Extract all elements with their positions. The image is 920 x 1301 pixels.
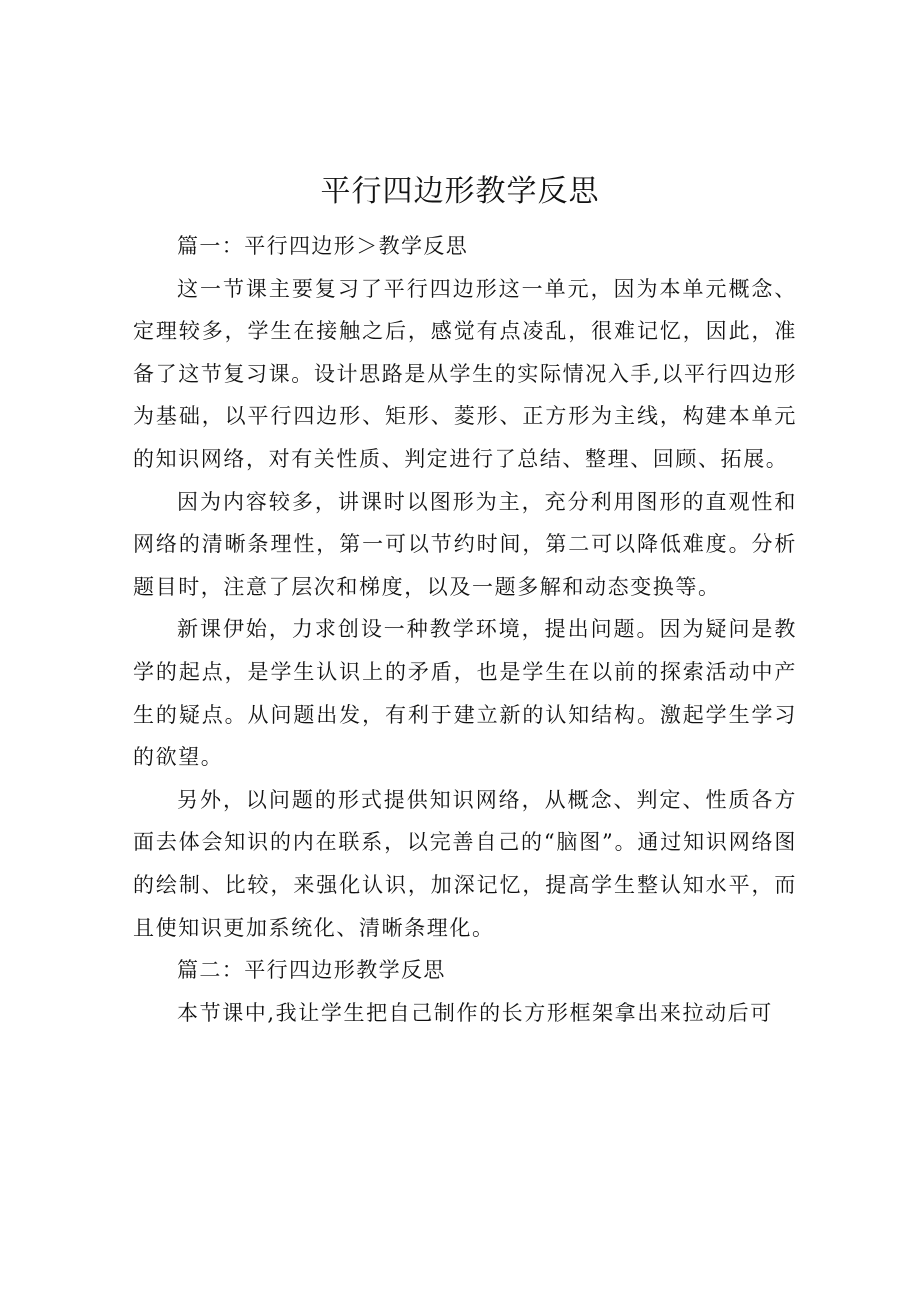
paragraph-3: 新课伊始，力求创设一种教学环境，提出问题。因为疑问是教学的起点，是学生认识上的矛盾，也是学生在以前的探索活动中产生的疑点。从问题出发，有利于建立新的认知结构。激起学生学习的欲望。: [133, 617, 797, 770]
paragraph-1: 这一节课主要复习了平行四边形这一单元，因为本单元概念、定理较多，学生在接触之后，感觉有点凌乱，很难记忆，因此，准备了这节复习课。设计思路是从学生的实际情况入手,以平行四边形为基础，以平行四边形、矩形、菱形、正方形为主线，构建本单元的知识网络，对有关性质、判定进行了总结、整理、回顾、拓展。: [133, 276, 797, 471]
paragraph-2: 因为内容较多，讲课时以图形为主，充分利用图形的直观性和网络的清晰条理性，第一可以节约时间，第二可以降低难度。分析题目时，注意了层次和梯度，以及一题多解和动态变换等。: [133, 489, 797, 599]
document-title: 平行四边形教学反思: [320, 174, 600, 209]
section-heading-2: 篇二：平行四边形教学反思: [177, 958, 446, 983]
paragraph-5: 本节课中,我让学生把自己制作的长方形框架拿出来拉动后可: [177, 1000, 773, 1025]
document-body: [133, 225, 797, 1034]
section-heading-1: 篇一：平行四边形＞教学反思: [177, 234, 469, 258]
paragraph-4: 另外，以问题的形式提供知识网络，从概念、判定、性质各方面去体会知识的内在联系，以完善自己的“脑图”。通过知识网络图的绘制、比较，来强化认识，加深记忆，提高学生整认知水平，而且使知识更加系统化、清晰条理化。: [133, 787, 797, 940]
